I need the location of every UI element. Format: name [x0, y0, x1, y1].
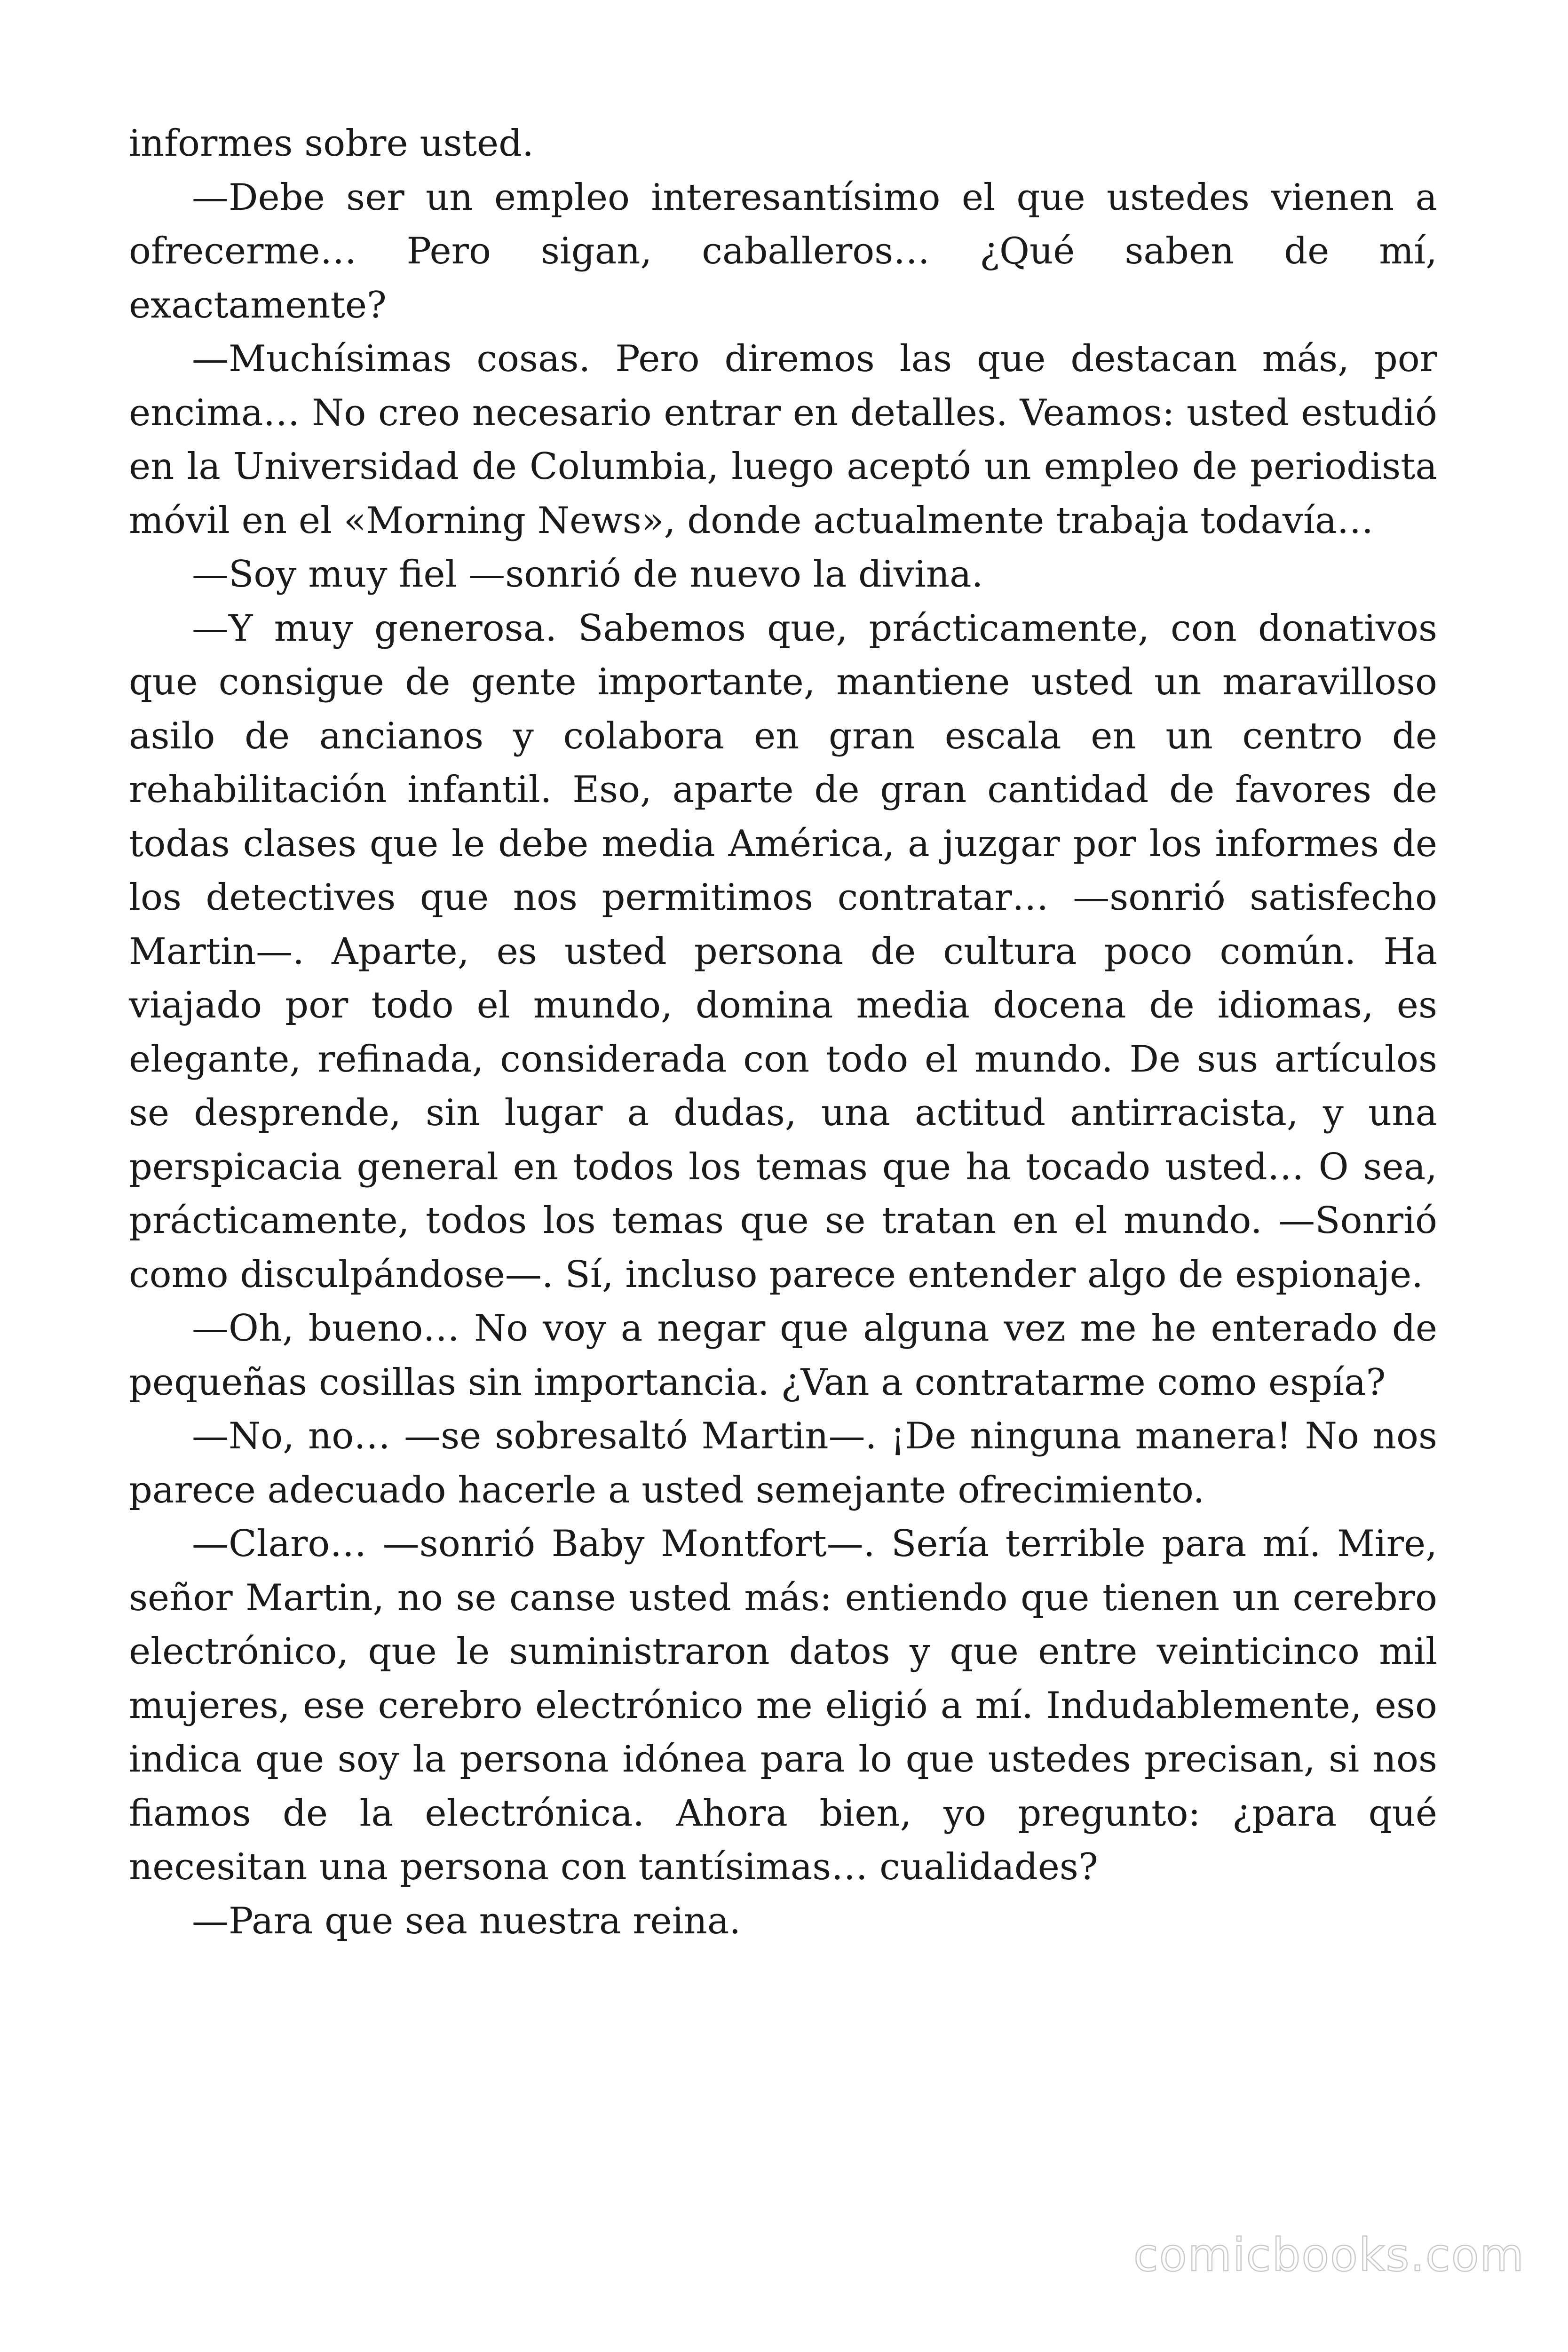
- paragraph-1: informes sobre usted.: [129, 122, 534, 165]
- paragraph-5: —Y muy generosa. Sabemos que, prácticamente, con donativos que consigue de gente importante, mantiene usted un maravilloso asilo de ancianos y colabora en gran escala en un centro de rehabilitación infantil. Eso, aparte de gran cantidad de favores de todas clases que le debe media América, a juzgar por los informes de los detectives que nos permitimos contratar… —sonrió satisfecho Martin—. Aparte, es usted persona de cultura poco común. Ha viajado por todo el mundo, domina media docena de idiomas, es elegante, refinada, considerada con todo el mundo. De sus artículos se desprende, sin lugar a dudas, una actitud antirracista, y una perspicacia general en todos los temas que ha tocado usted… O sea, prácticamente, todos los temas que se tratan en el mundo. —Sonrió como disculpándose—. Sí, incluso parece entender algo de espionaje.: [129, 607, 1437, 1296]
- paragraph-9: —Para que sea nuestra reina.: [192, 1899, 741, 1942]
- watermark-logo: comicbooks.com: [1133, 2229, 1525, 2281]
- paragraph-6: —Oh, bueno… No voy a negar que alguna vez me he enterado de pequeñas cosillas sin importancia. ¿Van a contratarme como espía?: [129, 1307, 1437, 1404]
- paragraph-8: —Claro… —sonrió Baby Montfort—. Sería terrible para mí. Mire, señor Martin, no se canse usted más: entiendo que tienen un cerebro electrónico, que le suministraron datos y que entre veinticinco mil mujeres, ese cerebro electrónico me eligió a mí. Indudablemente, eso indica que soy la persona idónea para lo que ustedes precisan, si nos fiamos de la electrónica. Ahora bien, yo pregunto: ¿para qué necesitan una persona con tantísimas… cualidades?: [129, 1523, 1437, 1888]
- paragraph-4: —Soy muy fiel —sonrió de nuevo la divina.: [192, 553, 983, 596]
- book-page-text: [129, 117, 1437, 1948]
- paragraph-7: —No, no… —se sobresaltó Martin—. ¡De ninguna manera! No nos parece adecuado hacerle a usted semejante ofrecimiento.: [129, 1415, 1437, 1511]
- paragraph-3: —Muchísimas cosas. Pero diremos las que destacan más, por encima… No creo necesario entrar en detalles. Veamos: usted estudió en la Universidad de Columbia, luego aceptó un empleo de periodista móvil en el «Morning News», donde actualmente trabaja todavía…: [129, 338, 1437, 542]
- paragraph-2: —Debe ser un empleo interesantísimo el que ustedes vienen a ofrecerme… Pero sigan, caballeros… ¿Qué saben de mí, exactamente?: [129, 176, 1437, 326]
